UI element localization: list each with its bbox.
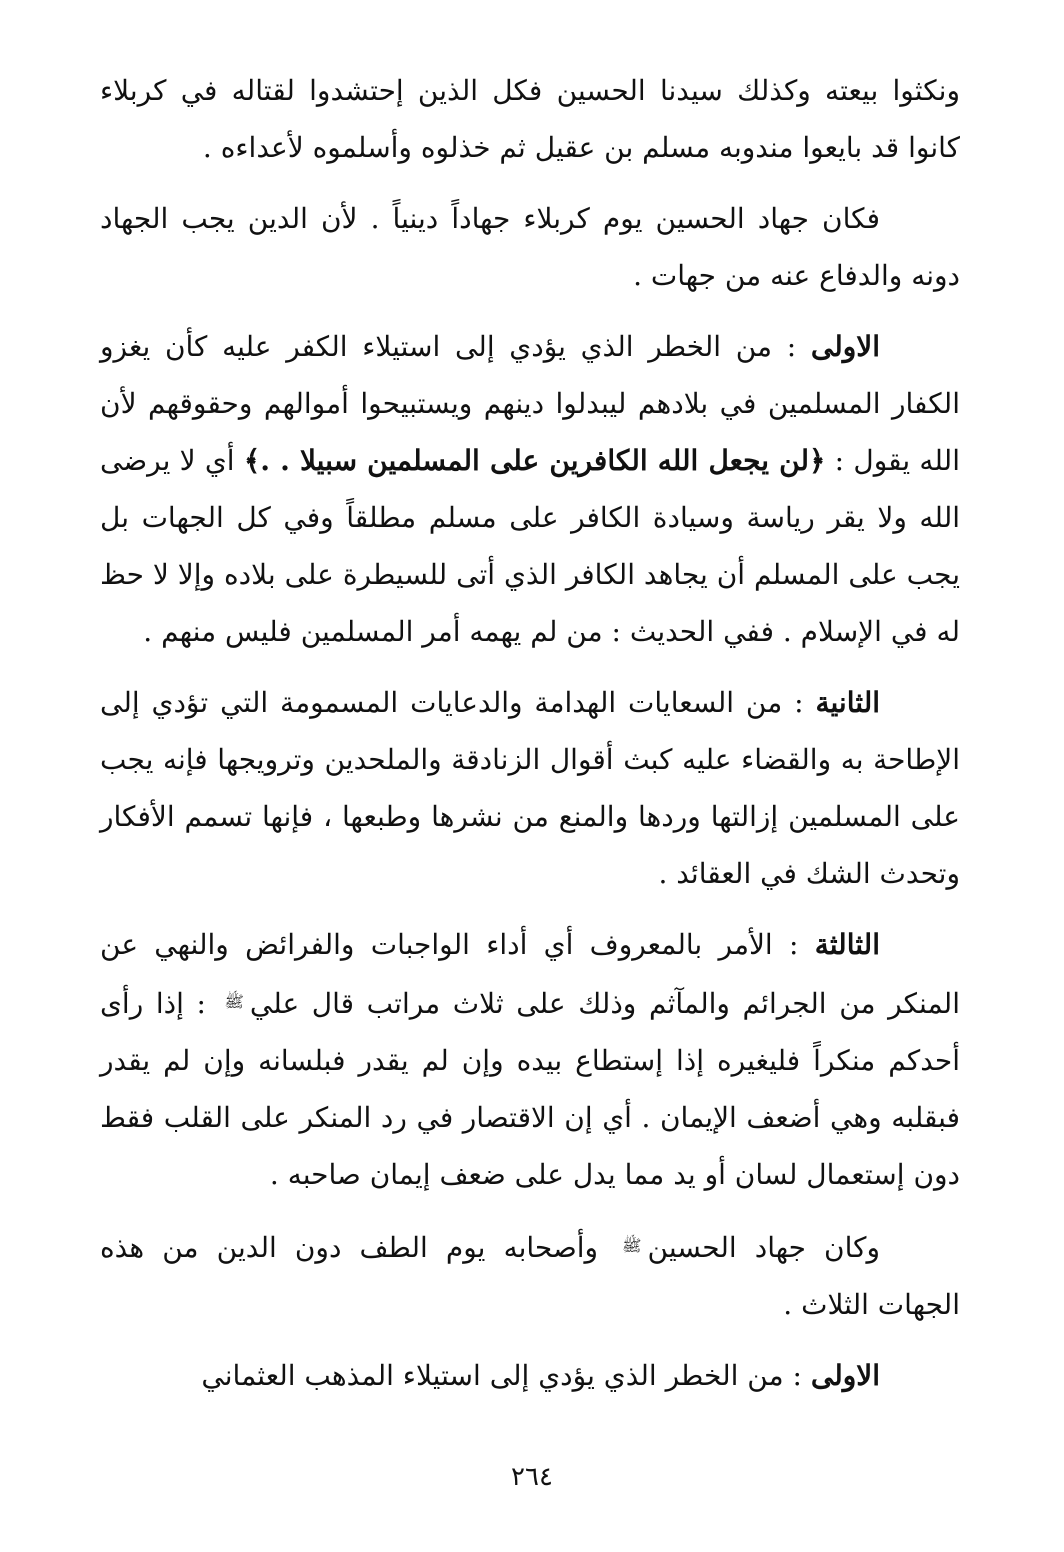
paragraph-2 (100, 190, 960, 304)
paragraph-text: فكان جهاد الحسين يوم كربلاء جهاداً دينياً . لأن الدين يجب الجهاد دونه والدفاع عنه من جهات . (100, 202, 960, 292)
honorific-glyph: ﷺ (622, 1236, 642, 1255)
paragraph-lead: الاولى (810, 330, 880, 363)
paragraph-text: : من الخطر الذي يؤدي إلى استيلاء المذهب العثماني (201, 1359, 811, 1392)
paragraph-6 (100, 1217, 960, 1333)
honorific-glyph: ﷺ (224, 992, 244, 1011)
paragraph-text: : من السعايات الهدامة والدعايات المسمومة التي تؤدي إلى الإطاحة به والقضاء عليه كبث أقوال الزنادقة والملحدين وترويجها فإنه يجب على المسلمين إزالتها وردها والمنع من نشرها وطبعها ، فإنها تسمم الأفكار وتحدث الشك في العقائد . (100, 686, 960, 890)
paragraph-5 (100, 916, 960, 1203)
paragraph-lead: الثالثة (814, 928, 880, 961)
body-text (100, 62, 960, 1418)
paragraph-lead: الثانية (815, 686, 880, 719)
paragraph-text: وكان جهاد الحسين (647, 1231, 880, 1264)
paragraph-4 (100, 674, 960, 902)
paragraph-tail: : إذا رأى أحدكم منكراً فليغيره إذا إستطاع بيده وإن لم يقدر فبلسانه وإن لم يقدر فبقلبه وهي أضعف الإيمان . أي إن الاقتصار في رد المنكر على القلب فقط دون إستعمال لسان أو يد مما يدل على ضعف إيمان صاحبه . (100, 987, 960, 1191)
paragraph-text: : الأمر بالمعروف أي أداء الواجبات والفرائض والنهي عن المنكر من الجرائم والمآثم وذلك على ثلاث مراتب قال علي (100, 928, 960, 1020)
paragraph-text: ونكثوا بيعته وكذلك سيدنا الحسين فكل الذين إحتشدوا لقتاله في كربلاء كانوا قد بايعوا مندوبه مسلم بن عقيل ثم خذلوه وأسلموه لأعداءه . (100, 74, 960, 164)
paragraph-lead: الاولى (810, 1359, 880, 1392)
page-number: ٢٦٤ (511, 1462, 553, 1492)
paragraph-1 (100, 62, 960, 176)
quran-quote: ﴿لن يجعل الله الكافرين على المسلمين سبيلا . .﴾ (243, 444, 826, 477)
paragraph-7 (100, 1347, 960, 1404)
paragraph-tail: وأصحابه يوم الطف دون الدين من هذه الجهات الثلاث . (100, 1231, 960, 1321)
paragraph-tail: أي لا يرضى الله ولا يقر رياسة وسيادة الكافر على مسلم مطلقاً وفي كل الجهات بل يجب على المسلم أن يجاهد الكافر الذي أتى للسيطرة على بلاده وإلا لا حظ له في الإسلام . ففي الحديث : من لم يهمه أمر المسلمين فليس منهم . (100, 444, 960, 648)
paragraph-3 (100, 318, 960, 660)
paragraph-text: : من الخطر الذي يؤدي إلى استيلاء الكفر عليه كأن يغزو الكفار المسلمين في بلادهم ليبدلوا دينهم ويستبيحوا أموالهم وحقوقهم لأن الله يقول : (100, 330, 960, 477)
